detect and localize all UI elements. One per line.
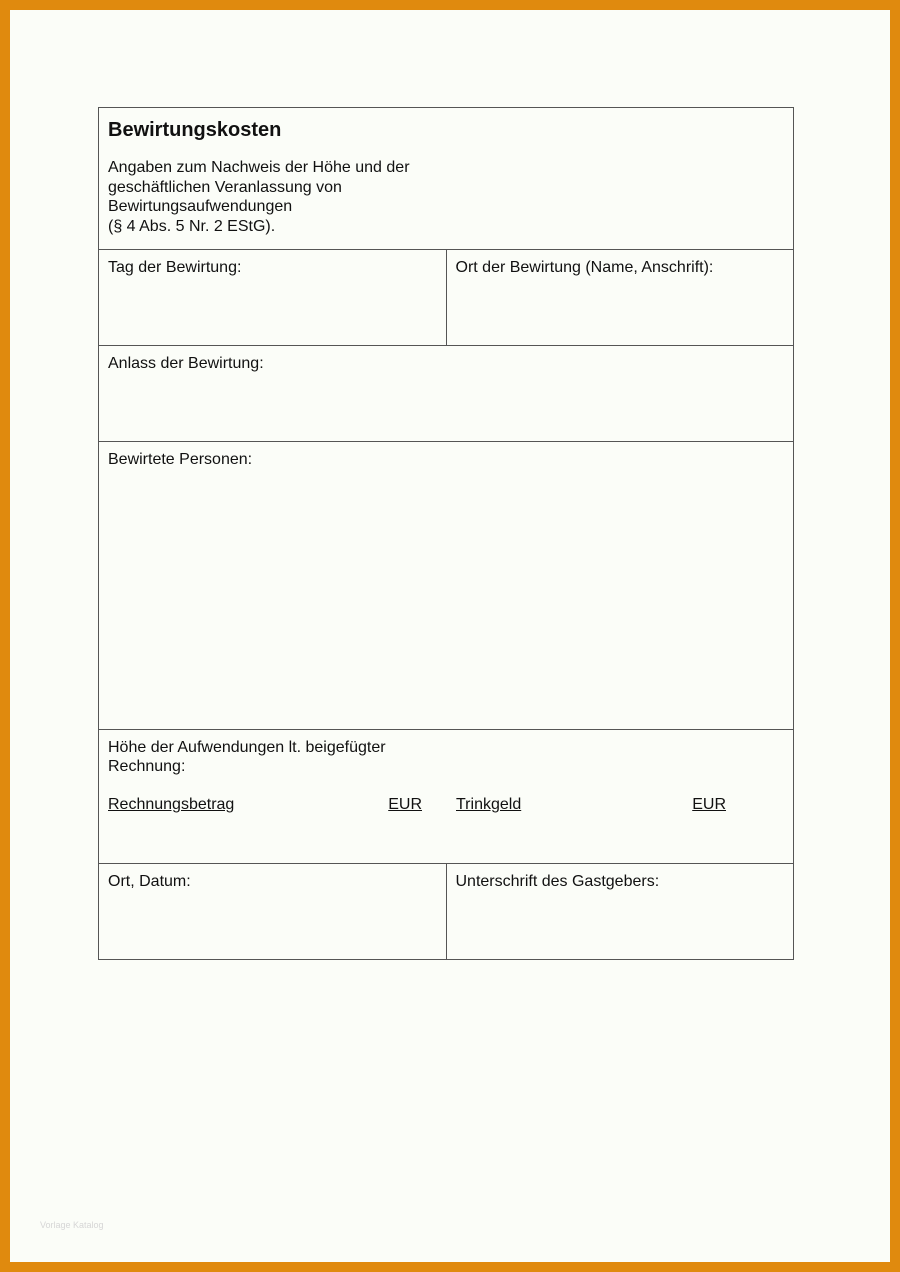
trinkgeld-currency: EUR <box>692 796 726 813</box>
form-intro <box>108 158 438 236</box>
bewirtungskosten-form <box>98 107 794 960</box>
anlass-row <box>99 345 793 441</box>
unterschrift-label: Unterschrift des Gastgebers: <box>455 873 660 890</box>
trinkgeld-label: Trinkgeld <box>456 796 522 813</box>
hoehe-line: Rechnung: <box>108 758 186 775</box>
intro-line: Bewirtungsaufwendungen <box>108 198 293 215</box>
ort-datum-row <box>99 863 793 959</box>
tag-der-bewirtung-field[interactable] <box>99 250 446 345</box>
rechnungsbetrag-line <box>108 795 422 814</box>
tag-ort-row <box>99 249 793 345</box>
ort-der-bewirtung-label: Ort der Bewirtung (Name, Anschrift): <box>455 259 714 276</box>
trinkgeld-field[interactable] <box>456 795 804 814</box>
personen-row <box>99 441 793 729</box>
ort-datum-label: Ort, Datum: <box>108 873 191 890</box>
document-page <box>10 10 890 1262</box>
bewirtete-personen-field[interactable] <box>99 442 793 729</box>
amount-lines <box>108 795 804 814</box>
intro-line: (§ 4 Abs. 5 Nr. 2 EStG). <box>108 217 276 235</box>
anlass-label: Anlass der Bewirtung: <box>108 355 264 372</box>
watermark: Vorlage Katalog <box>40 1220 104 1230</box>
rechnungsbetrag-label: Rechnungsbetrag <box>108 796 235 813</box>
hoehe-line: Höhe der Aufwendungen lt. beigefügter <box>108 739 386 756</box>
ort-datum-field[interactable] <box>99 864 446 959</box>
tag-der-bewirtung-label: Tag der Bewirtung: <box>108 259 242 276</box>
rechnungsbetrag-field[interactable] <box>108 795 456 814</box>
trinkgeld-line <box>456 795 726 814</box>
form-header-row <box>99 108 793 249</box>
bewirtete-personen-label: Bewirtete Personen: <box>108 451 253 468</box>
form-title: Bewirtungskosten <box>108 119 282 141</box>
hoehe-cell <box>99 730 813 863</box>
form-header-cell <box>99 108 793 249</box>
rechnungsbetrag-currency: EUR <box>388 796 422 813</box>
ort-der-bewirtung-field[interactable] <box>446 250 794 345</box>
unterschrift-field[interactable] <box>446 864 794 959</box>
intro-line: Angaben zum Nachweis der Höhe und der <box>108 159 410 176</box>
hoehe-row <box>99 729 793 863</box>
anlass-field[interactable] <box>99 346 793 441</box>
intro-line: geschäftlichen Veranlassung von <box>108 178 342 196</box>
